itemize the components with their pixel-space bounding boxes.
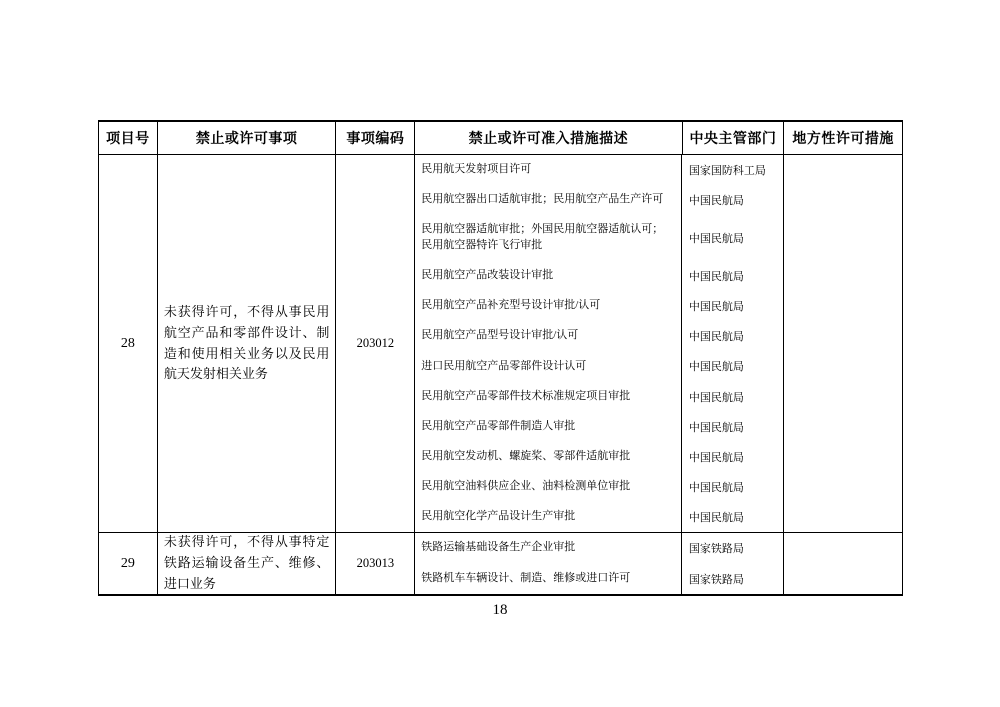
- measure-row: [415, 351, 783, 381]
- header-item-no: 项目号: [99, 122, 158, 154]
- header-local-measures: 地方性许可措施: [792, 132, 894, 147]
- measure-row: [415, 502, 783, 532]
- measure-dept: 中国民航局: [688, 271, 744, 284]
- measures-cell: [415, 155, 784, 532]
- measure-desc: 民用航空产品改装设计审批: [415, 261, 682, 291]
- header-measure-description: 禁止或许可准入措施描述: [415, 122, 682, 154]
- measure-dept: 中国民航局: [688, 233, 744, 246]
- code-cell: 203013: [336, 533, 415, 594]
- measure-row: [415, 261, 783, 291]
- table-body: [99, 155, 902, 594]
- measure-desc: 铁路运输基础设备生产企业审批: [415, 533, 682, 564]
- table-row: [99, 155, 902, 533]
- measure-row: [415, 564, 783, 595]
- measure-dept: 中国民航局: [688, 511, 744, 524]
- header-prohibited-matter: 禁止或许可事项: [158, 122, 337, 154]
- code-cell: 203012: [336, 155, 415, 532]
- measure-dept: 中国民航局: [688, 301, 744, 314]
- measure-dept: 中国民航局: [688, 331, 744, 344]
- measure-row: [415, 442, 783, 472]
- measure-dept: 国家国防科工局: [688, 165, 766, 178]
- measure-dept: 中国民航局: [688, 195, 744, 208]
- measure-dept: 中国民航局: [688, 451, 744, 464]
- access-measures-table: [98, 120, 903, 596]
- matter-cell: 未获得许可，不得从事民用航空产品和零部件设计、制造和使用相关业务以及民用航天发射相关业务: [158, 155, 337, 532]
- header-central-department: 中央主管部门: [683, 122, 785, 154]
- measure-desc: 铁路机车车辆设计、制造、维修或进口许可: [415, 564, 682, 595]
- measure-row: [415, 382, 783, 412]
- measure-dept: 国家铁路局: [688, 543, 744, 556]
- measure-desc: 民用航空产品型号设计审批/认可: [415, 321, 682, 351]
- header-matter-code: 事项编码: [336, 122, 415, 154]
- table-header-row: [99, 122, 902, 155]
- measure-desc: 民用航天发射项目许可: [415, 155, 682, 185]
- measure-dept: 中国民航局: [688, 421, 744, 434]
- measure-desc: 民用航空油料供应企业、油料检测单位审批: [415, 472, 682, 502]
- measure-desc: 民用航空器出口适航审批；民用航空产品生产许可: [415, 185, 682, 215]
- measure-row: [415, 215, 783, 261]
- table-row: [99, 533, 902, 594]
- measure-dept: 国家铁路局: [688, 573, 744, 586]
- measure-row: [415, 533, 783, 564]
- measure-desc: 进口民用航空产品零部件设计认可: [415, 351, 682, 381]
- measure-desc: 民用航空产品零部件制造人审批: [415, 412, 682, 442]
- measure-dept: 中国民航局: [688, 361, 744, 374]
- measure-dept: 中国民航局: [688, 391, 744, 404]
- measure-desc: 民用航空化学产品设计生产审批: [415, 502, 682, 532]
- local-measures-cell: [784, 155, 902, 532]
- item-number-cell: 28: [99, 155, 158, 532]
- measure-desc: 民用航空产品补充型号设计审批/认可: [415, 291, 682, 321]
- measure-dept: 中国民航局: [688, 481, 744, 494]
- matter-cell: 未获得许可，不得从事特定铁路运输设备生产、维修、进口业务: [158, 533, 337, 594]
- measures-cell: [415, 533, 784, 594]
- measure-row: [415, 291, 783, 321]
- item-number-cell: 29: [99, 533, 158, 594]
- measure-row: [415, 185, 783, 215]
- measure-row: [415, 155, 783, 185]
- measure-desc: 民用航空产品零部件技术标准规定项目审批: [415, 382, 682, 412]
- page-number: 18: [492, 602, 508, 618]
- measure-row: [415, 472, 783, 502]
- measure-row: [415, 321, 783, 351]
- local-measures-cell: [784, 533, 902, 594]
- measure-desc: 民用航空器适航审批；外国民用航空器适航认可；民用航空器特许飞行审批: [415, 215, 682, 261]
- measure-desc: 民用航空发动机、螺旋桨、零部件适航审批: [415, 442, 682, 472]
- measure-row: [415, 412, 783, 442]
